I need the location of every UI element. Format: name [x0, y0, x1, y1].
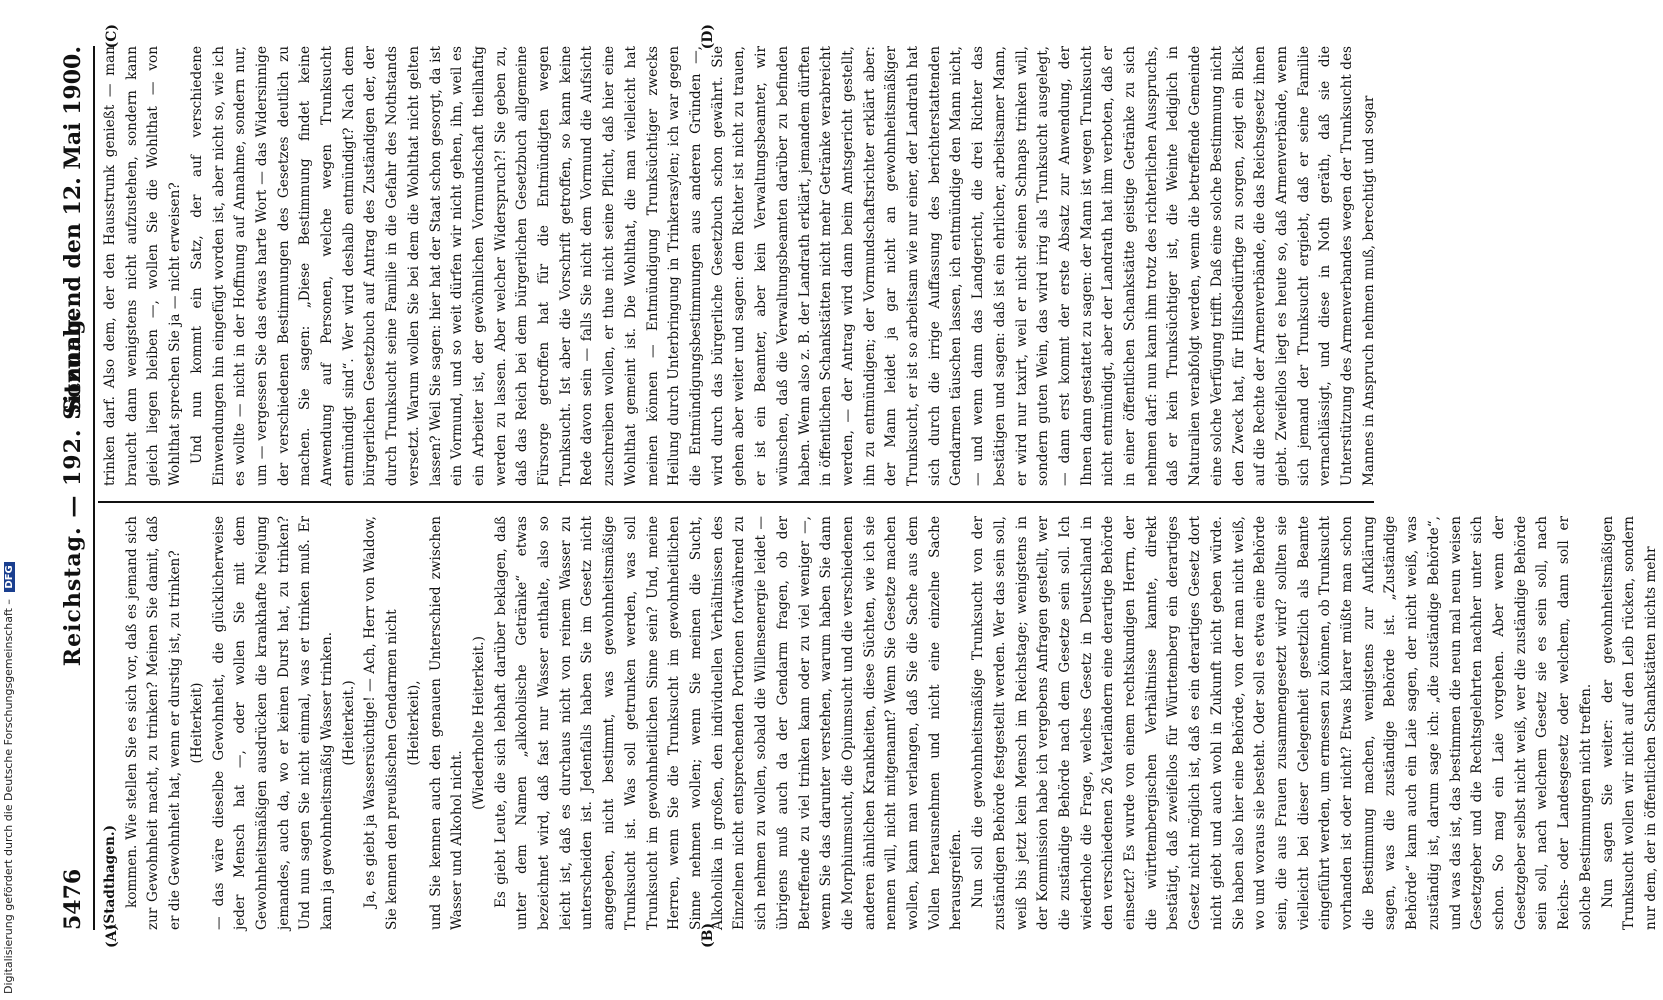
interjection: (Wiederholte Heiterkeit.): [470, 636, 487, 810]
margin-marker-a: (A): [104, 923, 120, 948]
session-title: Reichstag. — 192. Sitzung.: [60, 309, 86, 667]
speaker-name: (Stadthagen.): [102, 824, 118, 930]
page-number: 5476: [60, 868, 86, 930]
page-header: [54, 46, 94, 930]
paragraph: — das wäre dieselbe Gewohnheit, die glücklicherweise jeder Mensch hat —, oder wollen Sie mit dem Gewohnheitsmäßigen ausdrücken die krankhafte Neigung jemandes, auch da, wo er keinen Durst hat, zu trinken? Und nun sagen Sie nicht einmal, was er trinken muß. Er kann ja gewohnheitsmäßig Wasser trinken.: [210, 516, 336, 930]
paragraph: Und nun kommt ein Satz, der auf verschiedene Einwendungen hin eingefügt worden ist, aber nicht so, wie ich es wollte — nicht in der Hoffnung auf Annahme, sondern nur, um — vergessen Sie das etwas harte Wort — das Widersinnige der verschiedenen Bestimmungen des Gesetzes deutlich zu machen. Sie sagen: „Diese Bestimmung findet keine Anwendung auf Personen, welche wegen Trunksucht entmündigt sind“. Wer wird deshalb entmündigt? Nach dem bürgerlichen Gesetzbuch auf Antrag des Zuständigen der, der durch Trunksucht seine Familie in die Gefahr des Nothstands versetzt. Warum wollen Sie bei dem die Wohlthat nicht gelten lassen? Weil Sie sagen: hier hat der Staat schon gesorgt, da ist ein Vormund, und so weit dürfen wir nicht gehen, ihn, weil es ein Arbeiter ist, der gewöhnlichen Vormundschaft theilhaftig werden zu lassen. Aber welcher Widerspruch?! Sie geben zu, daß das Reich bei dem bürgerlichen Gesetzbuch allgemeine Fürsorge getroffen hat für die Entmündigten wegen Trunksucht. Ist aber die Vorschrift getroffen, so kann keine Rede davon sein — falls Sie nicht dem Vormund die Aufsicht zuschreiben wollen, er thue nicht seine Pflicht, daß hier eine Wohlthat gemeint ist. Die Wohlthat, die man vielleicht hat meinen können — Entmündigung Trunksüchtiger zwecks Heilung durch Unterbringung in Trinkerasylen; ich war gegen die Entmündigungsbestimmungen aus anderen Gründen —, wird durch das bürgerliche Gesetzbuch schon gewährt. Sie gehen aber weiter und sagen: dem Richter ist nicht zu trauen, er ist ein Beamter, aber kein Verwaltungsbeamter, wir wünschen, daß die Verwaltungsbeamten darüber zu befinden haben. Wenn also z. B. der Landrath erklärt, jemandem dürften in öffentlichen Schankstätten nicht mehr Getränke verabreicht werden, — der Antrag wird dann beim Amtsgericht gestellt, ihn zu entmündigen; der Vormundschaftsrichter erklärt aber: der Mann leidet ja gar nicht an gewohnheitsmäßiger Trunksucht, er ist so arbeitsam wie nur einer, der Landrath hat sich durch die irrige Auffassung des berichterstattenden Gendarmen täuschen lassen, ich entmündige den Mann nicht, — und wenn dann das Landgericht, die drei Richter das bestätigen und sagen: daß ist ein ehrlicher, arbeitsamer Mann, er wird nur taxirt, weil er nicht seinen Schnaps trinken will, sondern guten Wein, das wird irrig als Trunksucht ausgelegt, — dann erst kommt der erste Absatz zur Anwendung, der Ihnen dann gestattet zu sagen: der Mann ist wegen Trunksucht nicht entmündigt, aber der Landrath hat ihm verboten, daß er in einer öffentlichen Schankstätte geistige Getränke zu sich nehmen darf: nun kann ihm trotz des richterlichen Ausspruchs, daß er kein Trunksüchtiger ist, die Weinte lediglich in Naturalien verabfolgt werden, wenn die betreffende Gemeinde eine solche Verfügung trifft. Daß eine solche Bestimmung nicht den Zweck hat, für Hilfsbedürftige zu sorgen, zeigt ein Blick auf die Rechte der Armenverbände, die das Reichsgesetz ihnen giebt. Zweifellos liegt es heute so, daß Armenverbände, wenn sich jemand der Trunksucht ergiebt, daß er seine Familie vernachlässigt, und diese in Noth geräth, daß sie die Unterstützung des Armenverbandes wegen der Trunksucht des Mannes in Anspruch nehmen muß, berechtigt und sogar: [188, 46, 1377, 486]
paragraph: Ja, es giebt ja Wassersüchtige! — Ach, Herr von Waldow, Sie kennen den preußischen Gendarmen nicht: [362, 516, 401, 930]
margin-marker-b: (B): [700, 922, 716, 948]
margin-marker-c: (C): [104, 24, 120, 49]
left-column: [100, 516, 1659, 930]
credit-text: Digitalisierung gefördert durch die Deutsche Forschungsgemeinschaft –: [2, 599, 15, 994]
paragraph: Es giebt Leute, die sich lebhaft darüber beklagen, daß unter dem Namen „alkoholische Getränke“ etwas bezeichnet wird, daß fast nur Wasser enthalte, also so leicht ist, daß es durchaus nicht von reinem Wasser zu unterscheiden ist. Jedenfalls haben Sie im Gesetz nicht angegeben, nicht bestimmt, was gewohnheitsmäßige Trunksucht ist. Was soll getrunken werden, was soll Trunksucht im gewohnheitlichen Sinne sein? Und, meine Herren, wenn Sie die Trunksucht im gewohnheitlichen Sinne nehmen wollen; wenn Sie meinen die Sucht, Alkoholika in großen, den individuellen Verhältnissen des Einzelnen nicht entsprechenden Portionen fortwährend zu sich nehmen zu wollen, sobald die Willensenergie leidet — übrigens muß auch da der Gendarm fragen, ob der Betreffende zu viel trinken kann oder zu viel weniger —, wenn Sie das darunter verstehen, warum haben Sie dann die Morphiumsucht, die Opiumsucht und die verschiedenen anderen ähnlichen Krankheiten, diese Süchten, wie ich sie nennen will, nicht mitgenannt? Wenn Sie Gesetze machen wollen, kann man verlangen, daß Sie die Sache aus dem Vollen herausnehmen und nicht eine einzelne Sache herausgreifen.: [492, 516, 965, 930]
interjection: (Heiterkeit): [188, 682, 205, 764]
right-column: [100, 46, 1377, 486]
session-date: Sonnabend den 12. Mai 1900.: [60, 46, 86, 414]
interjection: (Heiterkeit),: [405, 680, 422, 766]
paragraph: kommen. Wie stellen Sie es sich vor, daß es jemand sich zur Gewohnheit macht, zu trinken? Meinen Sie damit, daß er die Gewohnheit hat, wenn er durstig ist, zu trinken?: [123, 516, 184, 930]
paragraph: trinken darf. Also dem, der den Hausstrunk genießt — man braucht dann wenigstens nicht aufzustehen, sondern kann gleich liegen bleiben —, wollen Sie die Wohlthat — von Wohlthat sprechen Sie ja — nicht erweisen?: [102, 46, 184, 486]
dfg-logo: DFG: [4, 562, 15, 591]
paragraph: Nun soll die gewohnheitsmäßige Trunksucht von der zuständigen Behörde festgestellt werden. Wer das sein soll, weiß bis jetzt kein Mensch im Reichstage; wenigstens in der Kommission habe ich vergebens Anfragen gestellt, wer die zuständige Behörde nach dem Gesetze sein soll. Ich wiederhole die Frage, welches Gesetz in Deutschland in den verschiedenen 26 Vaterländern eine derartige Behörde einsetzt? Es wurde von einem rechtskundigen Herrn, der die württembergischen Verhältnisse kannte, direkt bestätigt, daß zweifellos für Württemberg ein derartiges Gesetz nicht möglich ist, daß es ein derartiges Gesetz dort nicht giebt und auch wohl in Zukunft nicht geben würde. Sie haben also hier eine Behörde, von der man nicht weiß, wo und woraus sie besteht. Oder soll es etwa eine Behörde sein, die aus Frauen zusammengesetzt wird? sollten sie vielleicht bei dieser Gelegenheit gesetzlich als Beamte eingeführt werden, um ermessen zu können, ob Trunksucht vorhanden ist oder nicht? Etwas klarer müßte man schon die Bestimmung machen, wenigstens zur Aufklärung sagen, was die zuständige Behörde ist. „Zuständige Behörde“ kann auch ein Laie sagen, der nicht weiß, was zuständig ist, darum sage ich: „die zuständige Behörde“, und was das ist, das bestimmen die neun mal neun weisen Gesetzgeber und die Rechtsgelehrten nachher unter sich schon. So mag ein Laie vorgehen. Aber wenn der Gesetzgeber selbst nicht weiß, wer die zuständige Behörde sein soll, nach welchem Gesetz sie es sein soll, nach Reichs- oder Landesgesetz oder welchem, dann soll er solche Bestimmungen nicht treffen.: [970, 516, 1594, 930]
header-rule: [93, 46, 95, 930]
interjection: (Heiterkeit.): [340, 680, 357, 766]
column-divider: [98, 501, 1374, 503]
paragraph: und Sie kennen auch den genauen Unterschied zwischen Wasser und Alkohol nicht.: [427, 516, 466, 930]
paragraph: Nun sagen Sie weiter: der gewohnheitsmäßigen Trunksucht wollen wir nicht auf den Leib rücken, sondern nur dem, der in öffentlichen Schankstätten nichts mehr: [1599, 516, 1659, 930]
digitization-credit: [2, 0, 15, 994]
margin-marker-d: (D): [700, 24, 716, 50]
